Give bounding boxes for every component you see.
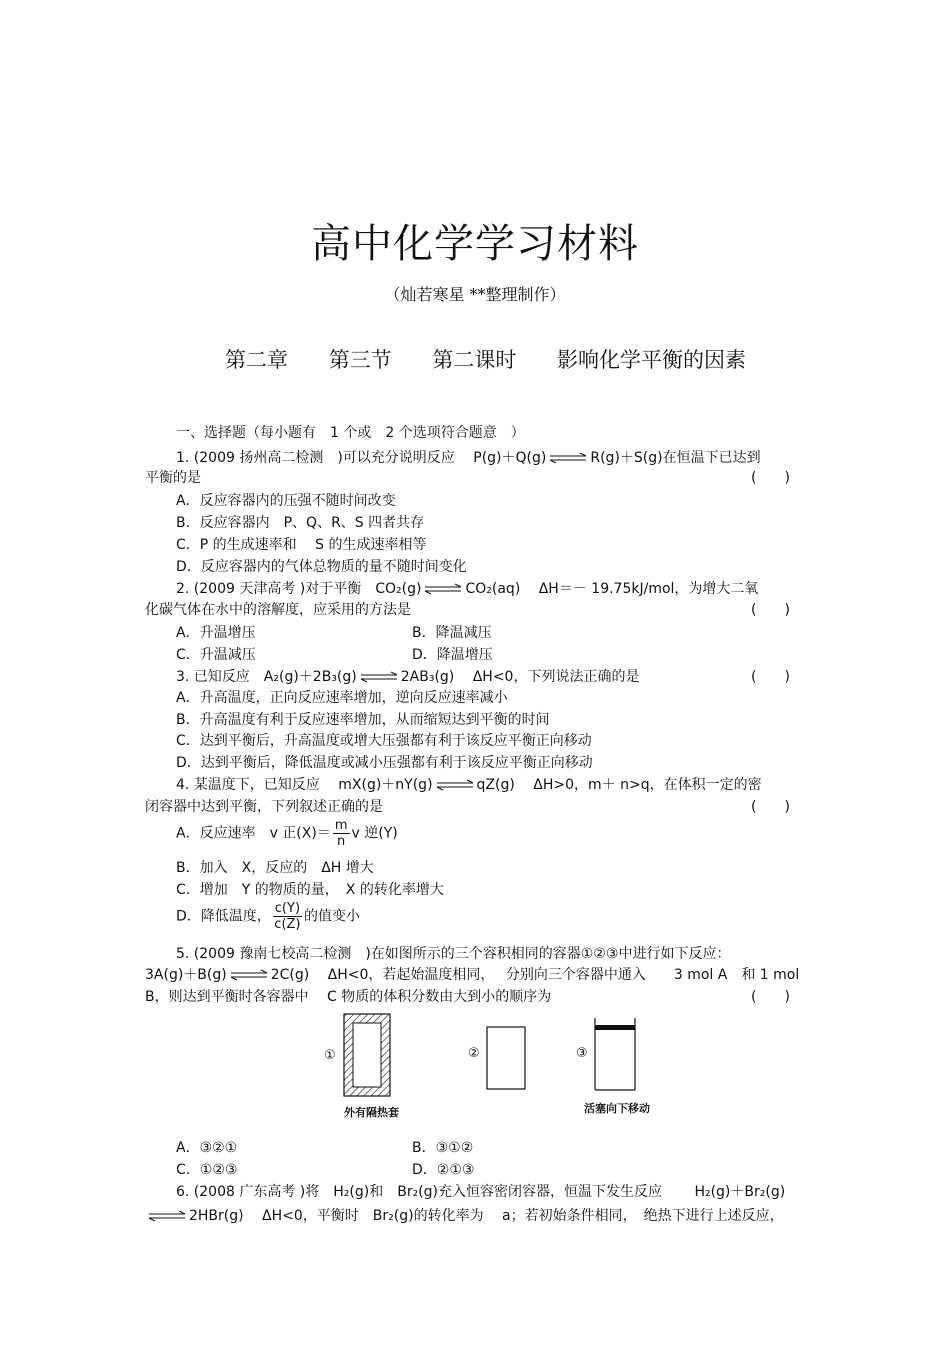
q6-stem-b: 2HBr(g) ΔH<0，平衡时 Br₂(g)的转化率为 a；若初始条件相同， 绝热下进行上述反应， <box>189 1208 784 1224</box>
q4-option-c: C．增加 Y 的物质的量， X 的转化率增大 <box>176 882 444 898</box>
q3-option-a: A．升高温度，正向反应速率增加，逆向反应速率减小 <box>176 690 508 706</box>
equilibrium-arrow-icon <box>147 1210 187 1222</box>
document-title: 高中化学学习材料 <box>311 221 639 267</box>
q4-option-d-text: D．降低温度， <box>176 908 271 925</box>
equilibrium-arrow-icon <box>423 583 463 595</box>
q4-answer-blank: ( ) <box>751 799 790 815</box>
q2-option-c: C．升温减压 <box>176 647 256 663</box>
q4-option-d-tail: 的值变小 <box>304 908 361 925</box>
equilibrium-arrow-icon <box>435 779 475 791</box>
q2-option-a: A．升温增压 <box>176 625 256 641</box>
fraction-denominator: c(Z) <box>274 917 301 932</box>
section-label: 第三节 <box>328 348 392 372</box>
q3-answer-blank: ( ) <box>751 669 790 685</box>
fig-caption-3: 活塞向下移动 <box>584 1102 650 1115</box>
q1-option-d: D．反应容器内的气体总物质的量不随时间变化 <box>176 559 467 575</box>
q3-option-b: B．升高温度有利于反应速率增加，从而缩短达到平衡的时间 <box>176 712 550 728</box>
q5-option-d: D．②①③ <box>412 1162 475 1178</box>
q2-option-b: B．降温减压 <box>412 625 492 641</box>
topic-label: 影响化学平衡的因素 <box>557 348 747 372</box>
fig-label-3: ③ <box>576 1046 588 1061</box>
q1-answer-blank: ( ) <box>751 470 790 486</box>
q4-option-d <box>176 901 360 932</box>
equilibrium-arrow-icon <box>359 671 399 683</box>
q3-option-d: D．达到平衡后，降低温度或减小压强都有利于该反应平衡正向移动 <box>176 755 593 771</box>
equilibrium-arrow-icon <box>548 452 588 464</box>
q4-option-a-tail: v 逆(Y) <box>351 825 398 842</box>
q4-stem-line2: 闭容器中达到平衡，下列叙述正确的是 <box>145 799 383 815</box>
q5-answer-blank: ( ) <box>751 989 790 1005</box>
q5-option-b: B．③①② <box>412 1140 474 1156</box>
q5-stem-line3: B，则达到平衡时各容器中 C 物质的体积分数由大到小的顺序为 <box>145 989 552 1005</box>
q2-stem-b: CO₂(aq) ΔH＝－ 19.75kJ/mol，为增大二氧 <box>465 581 759 597</box>
q2-stem-line1 <box>176 579 758 599</box>
fig-label-1: ① <box>324 1048 336 1063</box>
q1-stem-line2: 平衡的是 <box>145 470 201 486</box>
insulated-container-inner <box>353 1023 381 1087</box>
q1-option-a: A．反应容器内的压强不随时间改变 <box>176 493 396 509</box>
q1-option-b: B．反应容器内 P、Q、R、S 四者共存 <box>176 515 425 531</box>
q4-option-a <box>176 818 398 849</box>
q3-stem-b: 2AB₃(g) ΔH<0，下列说法正确的是 <box>400 669 640 685</box>
q2-answer-blank: ( ) <box>751 602 790 618</box>
fig-caption-1: 外有隔热套 <box>344 1106 399 1119</box>
q3-option-c: C．达到平衡后，升高温度或增大压强都有利于该反应平衡正向移动 <box>176 733 592 749</box>
equilibrium-arrow-icon <box>229 969 269 981</box>
fraction-numerator: c(Y) <box>274 901 301 916</box>
q4-stem-b: qZ(g) ΔH>0，m＋ n>q，在体积一定的密 <box>476 777 762 793</box>
rigid-container <box>487 1027 525 1089</box>
q5-stem-b1: 3A(g)＋B(g) <box>145 967 227 983</box>
q2-option-d: D．降温增压 <box>412 647 493 663</box>
chapter-heading <box>225 344 780 374</box>
fraction-denominator: n <box>337 834 346 849</box>
q5-stem-b2: 2C(g) ΔH<0，若起始温度相同， 分别向三个容器中通入 3 mol A 和 1 mol <box>270 967 800 983</box>
q2-stem-a: 2. (2009 天津高考 )对于平衡 CO₂(g) <box>176 581 422 597</box>
containers-figure <box>322 1010 672 1128</box>
q1-option-c: C．P 的生成速率和 S 的生成速率相等 <box>176 537 427 553</box>
fig-label-2: ② <box>468 1046 480 1061</box>
q4-option-b: B．加入 X，反应的 ΔH 增大 <box>176 860 374 876</box>
document-subtitle: （灿若寒星 **整理制作） <box>384 285 566 304</box>
q1-stem-line1 <box>176 448 761 468</box>
q1-stem-a: 1. (2009 扬州高二检测 )可以充分说明反应 P(g)＋Q(g) <box>176 450 547 466</box>
q5-stem-line1: 5. (2009 豫南七校高二检测 )在如图所示的三个容积相同的容器①②③中进行如下反应： <box>176 946 731 962</box>
q5-stem-line2 <box>145 965 799 985</box>
q6-stem-line1: 6. (2008 广东高考 )将 H₂(g)和 Br₂(g)充入恒容密闭容器，恒温下发生反应 H₂(g)＋Br₂(g) <box>176 1184 786 1200</box>
q4-stem-a: 4. 某温度下，已知反应 mX(g)＋nY(g) <box>176 777 433 793</box>
q2-stem-line2: 化碳气体在水中的溶解度，应采用的方法是 <box>145 602 411 618</box>
q5-option-c: C．①②③ <box>176 1162 238 1178</box>
q6-stem-line2 <box>145 1206 784 1226</box>
fraction <box>273 901 302 932</box>
q4-option-a-text: A．反应速率 v 正(X)＝ <box>176 825 331 842</box>
chapter-label: 第二章 <box>225 348 288 372</box>
section-heading: 一、选择题（每小题有 1 个或 2 个选项符合题意 ） <box>176 425 525 441</box>
q3-stem-a: 3. 已知反应 A₂(g)＋2B₃(g) <box>176 669 357 685</box>
q1-stem-b: R(g)＋S(g)在恒温下已达到 <box>590 450 761 466</box>
lesson-label: 第二课时 <box>432 348 517 372</box>
fraction <box>333 818 350 849</box>
piston <box>595 1025 635 1030</box>
q5-option-a: A．③②① <box>176 1140 238 1156</box>
fraction-numerator: m <box>334 818 348 833</box>
q4-stem-line1 <box>176 775 762 795</box>
q3-stem <box>176 667 639 687</box>
